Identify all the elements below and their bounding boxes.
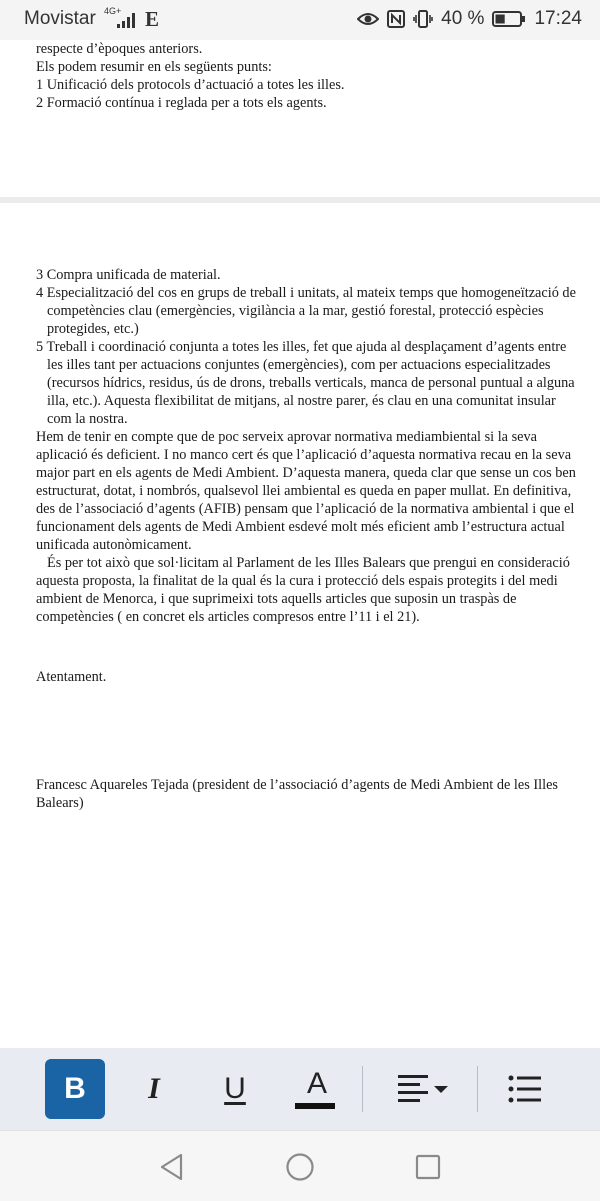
- clock: 17:24: [534, 8, 582, 29]
- align-left-icon: [394, 1072, 452, 1106]
- text-color-label: A: [306, 1067, 327, 1100]
- status-bar: [0, 0, 600, 40]
- signature: Francesc Aquareles Tejada (president de l’associació d’agents de Medi Ambient de les Illes Balears): [36, 777, 558, 811]
- underline-button[interactable]: [205, 1059, 265, 1119]
- e-indicator: E: [145, 7, 160, 31]
- underline-label: U: [224, 1072, 246, 1105]
- signal-icon: [117, 12, 137, 28]
- list-button[interactable]: [495, 1059, 555, 1119]
- align-button[interactable]: [390, 1059, 456, 1119]
- bold-button[interactable]: [45, 1059, 105, 1119]
- recents-button[interactable]: [410, 1149, 446, 1185]
- status-right-group: [357, 8, 582, 30]
- eye-icon: [357, 11, 379, 27]
- doc-line: Els podem resumir en els següents punts:: [36, 59, 272, 75]
- recents-icon: [414, 1153, 442, 1181]
- page-separator: [0, 197, 600, 203]
- page-2-text[interactable]: [36, 266, 576, 812]
- nfc-icon: [387, 10, 405, 28]
- back-icon: [159, 1153, 185, 1181]
- italic-button[interactable]: [124, 1059, 184, 1119]
- italic-label: I: [148, 1072, 160, 1105]
- closing: Atentament.: [36, 669, 107, 685]
- network-type: 4G+: [104, 6, 122, 16]
- bulleted-list-icon: [507, 1074, 543, 1104]
- doc-line: respecte d’èpoques anteriors.: [36, 41, 203, 57]
- page-1-text[interactable]: [36, 40, 576, 112]
- back-button[interactable]: [154, 1149, 190, 1185]
- doc-line: 1 Unificació dels protocols d’actuació a totes les illes.: [36, 77, 345, 93]
- document-canvas[interactable]: [0, 40, 600, 1048]
- home-button[interactable]: [282, 1149, 318, 1185]
- home-icon: [285, 1152, 315, 1182]
- text-color-button[interactable]: [287, 1059, 347, 1119]
- list-item: 4 Especialització del cos en grups de treball i unitats, al mateix temps que homogeneïtzació de competències clau (emergències, vigilància a la mar, gestió forestal, protecció espècies protegides, etc.): [36, 285, 576, 337]
- paragraph: És per tot això que sol·licitam al Parlament de les Illes Balears que prengui en consideració aquesta proposta, la finalitat de la qual és la cura i protecció dels espais protegits i del medi ambient de Menorca, i que suprimeixi tots aquells articles que suposin un traspàs de competències ( en concret els articles compresos entre l’11 i el 21).: [36, 555, 570, 625]
- carrier-name: Movistar: [24, 8, 96, 29]
- navigation-bar: [0, 1130, 600, 1201]
- bold-label: B: [64, 1072, 86, 1105]
- battery-icon: [492, 11, 526, 27]
- toolbar-divider: [362, 1066, 363, 1112]
- vibrate-icon: [413, 10, 433, 28]
- doc-line: 2 Formació contínua i reglada per a tots els agents.: [36, 95, 327, 111]
- text-color-swatch: [295, 1103, 335, 1109]
- paragraph: Hem de tenir en compte que de poc serveix aprovar normativa mediambiental si la seva aplicació és deficient. I no manco cert és que l’aplicació d’aquesta normativa recau en la seva major part en els agents de Medi Ambient. D’aquesta manera, queda clar que sense un cos ben estructurat, dotat, i nombrós, qualsevol llei ambiental es queda en paper mullat. En definitiva, des de l’associació d’agents (AFIB) pensam que l’aplicació de la normativa ambiental i que el funcionament dels agents de Medi Ambient esdevé molt més eficient amb l’estructura actual unificada autonòmicament.: [36, 429, 576, 553]
- toolbar-divider: [477, 1066, 478, 1112]
- formatting-toolbar: [0, 1048, 600, 1130]
- list-item: 3 Compra unificada de material.: [36, 267, 221, 283]
- list-item: 5 Treball i coordinació conjunta a totes les illes, fet que ajuda al desplaçament d’agents entre les illes tant per actuacions conjuntes (emergències), com per actuacions especialitzades (recursos hídrics, residus, ús de drons, treballs verticals, manca de personal puntual a alguna illa, etc.). Aquesta flexibilitat de mitjans, al nostre parer, és clau en una comunitat insular com la nostra.: [36, 339, 575, 427]
- battery-percent: 40 %: [441, 8, 485, 29]
- chevron-down-icon: [434, 1086, 448, 1093]
